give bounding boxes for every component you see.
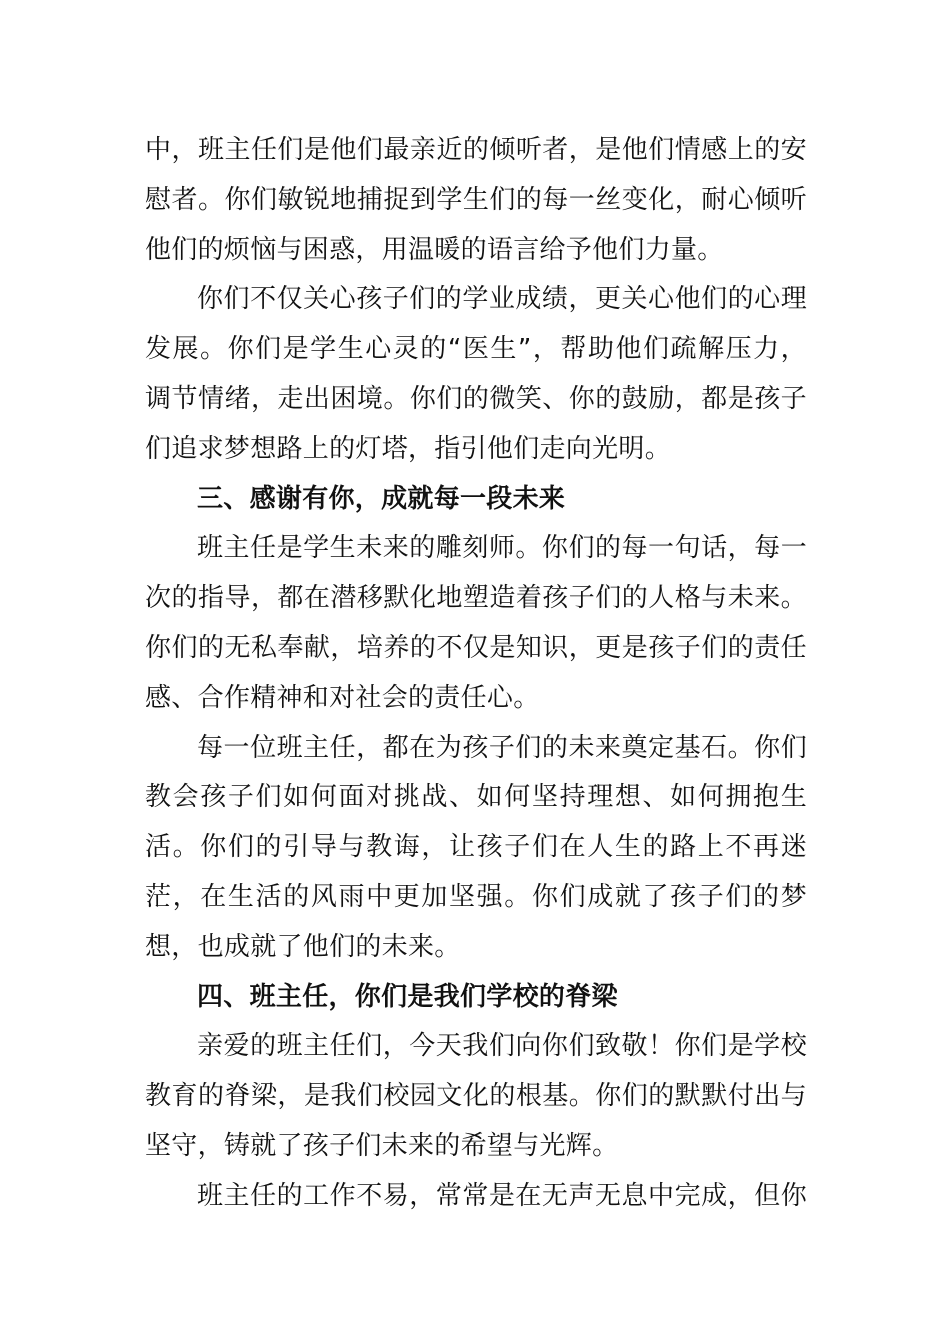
text-line: 坚守，铸就了孩子们未来的希望与光辉。 [145,1130,619,1161]
text-line: 中，班主任们是他们最亲近的倾听者，是他们情感上的安 [145,135,807,165]
text-line: 想，也成就了他们的未来。 [145,931,461,962]
text-line: 感、合作精神和对社会的责任心。 [145,682,540,713]
text-line: 每一位班主任，都在为孩子们的未来奠定基石。你们 [197,732,807,763]
text-line: 调节情绪，走出困境。你们的微笑、你的鼓励，都是孩子 [145,383,807,414]
text-line: 班主任的工作不易，常常是在无声无息中完成，但你 [197,1180,807,1211]
text-line: 们追求梦想路上的灯塔，指引他们走向光明。 [145,433,672,464]
text-line: 你们不仅关心孩子们的学业成绩，更关心他们的心理 [197,284,807,315]
document-body [145,126,807,1222]
text-line: 你们的无私奉献，培养的不仅是知识，更是孩子们的责任 [145,632,807,663]
text-line: 教育的脊梁，是我们校园文化的根基。你们的默默付出与 [145,1081,807,1112]
text-line: 活。你们的引导与教诲，让孩子们在人生的路上不再迷 [145,832,807,863]
text-line: 茫，在生活的风雨中更加坚强。你们成就了孩子们的梦 [145,881,807,912]
text-line: 发展。你们是学生心灵的“医生”，帮助他们疏解压力， [145,334,807,365]
text-line: 班主任是学生未来的雕刻师。你们的每一句话，每一 [197,533,807,564]
text-line: 他们的烦恼与困惑，用温暖的语言给予他们力量。 [145,234,724,265]
text-line: 慰者。你们敏锐地捕捉到学生们的每一丝变化，耐心倾听 [145,184,807,215]
section-heading: 四、班主任，你们是我们学校的脊梁 [197,981,618,1012]
text-line: 亲爱的班主任们，今天我们向你们致敬！你们是学校 [197,1031,807,1062]
text-line: 教会孩子们如何面对挑战、如何坚持理想、如何拥抱生 [145,782,807,813]
section-heading: 三、感谢有你，成就每一段未来 [197,483,566,514]
text-line: 次的指导，都在潜移默化地塑造着孩子们的人格与未来。 [145,583,807,614]
